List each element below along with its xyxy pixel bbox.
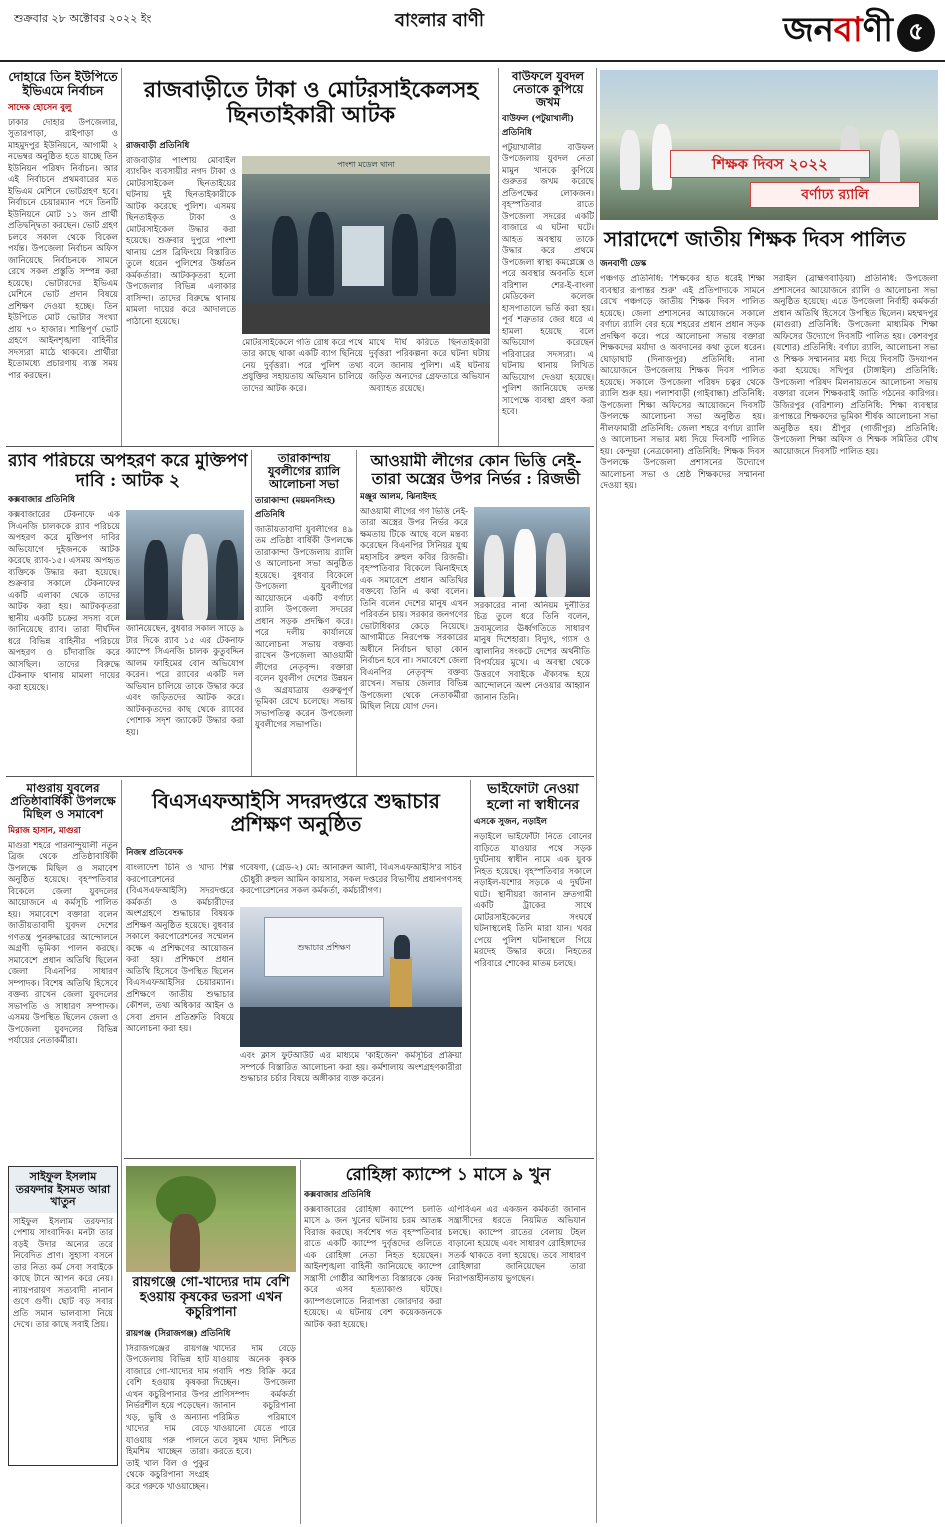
column-rule — [498, 68, 499, 446]
page-header — [0, 0, 945, 62]
article-body: কক্সবাজারের রোহিঙ্গা ক্যাম্পে চলতি মাসে ৯ জন খুনের ঘটনায় চরম আতঙ্ক বিরাজ করছে। সর্বশেষ গত বৃহস্পতিবার রাতে একটি ক্যাম্পে দুর্বৃত্তদের গুলিতে এক রোহিঙ্গা নেতা নিহত হয়েছেন। আইনশৃঙ্খলা বাহিনী জানিয়েছে ক্যাম্পে সন্ত্রাসী গোষ্ঠীর আধিপত্য বিস্তারকে কেন্দ্র করে এসব হত্যাকাণ্ড ঘটছে। ক্যাম্পগুলোতে নিরাপত্তা জোরদার করা হয়েছে। এ ঘটনায় বেশ কয়েকজনকে আটক করা হয়েছে। — [304, 1204, 442, 1330]
article-dohar — [8, 70, 118, 442]
column-rule — [356, 450, 357, 776]
column-rule — [121, 68, 122, 446]
article-body: গবেষণা, (গ্রেড-২) মো: আনারুল আলী, বিএসএফআইসি'র সচিব চৌধুরী রুহুল আমিন কায়সার, সকল দপ্তরের বিভাগীয় প্রধানগণসহ করপোরেশনের সকল কর্মকর্তা, কর্মচারীগণ। — [240, 863, 462, 896]
logo-right: াণী — [862, 10, 893, 50]
paper-name: বাংলার বাণী — [395, 10, 485, 31]
article-byline: বাউফল (পটুয়াখালী) প্রতিনিধি — [502, 113, 575, 138]
article-rohingya — [304, 1162, 592, 1522]
article-byline: নিজস্ব প্রতিবেদক — [126, 848, 183, 858]
article-bsfic — [126, 782, 466, 1154]
article-byline: সাদেক হোসেন বুলু — [8, 102, 72, 113]
logo-left: জন — [783, 10, 834, 50]
article-body: বাংলাদেশ চিনি ও খাদ্য শিল্প করপোরেশনের (বিএসএফআইসি) সদরদপ্তরে কর্মকর্তা ও কর্মচারীদের অংশগ্রহণে শুদ্ধাচার বিষয়ক প্রশিক্ষণ অনুষ্ঠিত হয়েছে। বুধবার সকালে করপোরেশনের সম্মেলন কক্ষে এ প্রশিক্ষণের আয়োজন করা হয়। প্রশিক্ষণে প্রধান অতিথি হিসেবে উপস্থিত ছিলেন বিএসএফআইসির চেয়ারম্যান। প্রশিক্ষণে জাতীয় শুদ্ধাচার কৌশল, তথ্য অধিকার আইন ও সেবা প্রদান প্রতিশ্রুতি বিষয়ে আলোচনা করা হয়। — [126, 863, 234, 1034]
article-bhaifonta — [474, 782, 592, 1154]
rally-speech-photo — [474, 507, 590, 597]
article-body: এপিবিএন এর একজন কর্মকর্তা জানান সন্ত্রাসীদের ধরতে নিয়মিত অভিযান চলছে। ক্যাম্পে রাতের বেলায় টহল বাড়ানো হয়েছে এবং সাধারণ রোহিঙ্গাদের সতর্ক থাকতে বলা হয়েছে। তবে সাধারণ রোহিঙ্গারা জানিয়েছেন তারা নিরাপত্তাহীনতায় ভুগছেন। — [448, 1204, 586, 1284]
article-byline: কক্সবাজার প্রতিনিধি — [8, 495, 75, 506]
article-title: তারাকান্দায় যুবলীগের র‍্যালি আলোচনা সভা — [267, 452, 341, 492]
article-title: বাউফলে যুবদল নেতাকে কুপিয়ে জখম — [512, 70, 584, 110]
photo-sign: পাংশা মডেল থানা — [242, 156, 490, 174]
column-rule — [596, 68, 597, 1523]
article-title: রায়গঞ্জে গো-খাদ্যের দাম বেশি হওয়ায় কৃষকের ভরসা এখন কচুরিপানা — [132, 1275, 290, 1320]
tribute-title: সাইফুল ইসলাম তরফদার ইসমত আরা খাতুন — [9, 1167, 117, 1213]
article-body: আওয়ামী লীগের গণ ভিত্তি নেই-তারা অস্ত্রের উপর নির্ভর করে ক্ষমতায় টিকে আছে বলে মন্তব্য করেছেন বিএনপির সিনিয়র যুগ্ম মহাসচিব রুহুল কবির রিজভী। বৃহস্পতিবার বিকেলে ঝিনাইদহে এক সমাবেশে প্রধান অতিথির বক্তব্যে তিনি এ কথা বলেন। তিনি বলেন দেশের মানুষ এখন পরিবর্তন চায়। সরকার জনগণের ভোটাধিকার কেড়ে নিয়েছে। আগামীতে নিরপেক্ষ সরকারের অধীনে নির্বাচন ছাড়া কোন নির্বাচন হবে না। সমাবেশে জেলা বিএনপির নেতৃবৃন্দ বক্তব্য রাখেন। সভায় জেলার বিভিন্ন উপজেলা থেকে নেতাকর্মীরা মিছিল নিয়ে যোগ দেন। — [360, 506, 468, 713]
page-number: ৫ — [897, 14, 935, 52]
article-body: সিরাজগঞ্জের রায়গঞ্জ উপজেলায় বিভিন্ন হাট বাজারে গো-খাদ্যের দাম বেশি হওয়ায় কৃষকরা এখন কচুরিপানার উপর নির্ভরশীল হয়ে পড়েছেন। খড়, ভুষি ও অন্যান্য খাদ্যের দাম বেড়ে যাওয়ায় গরু পালনে হিমশিম খাচ্ছেন তারা। তাই খাল বিল ও পুকুর থেকে কচুরিপানা সংগ্রহ করে গরুকে খাওয়াচ্ছেন। — [126, 1343, 209, 1492]
article-body: কক্সবাজারের টেকনাফে এক সিএনজি চালককে র‍্যাব পরিচয়ে অপহরণ করে মুক্তিপণ দাবির অভিযোগে দুইজনকে আটক করেছে র‍্যাব-১৫। এসময় অপহৃত ব্যক্তিকে উদ্ধার করা হয়েছে। শুক্রবার সকালে টেকনাফের একটি এলাকা থেকে তাদের আটক করা হয়। আটককৃতরা স্থানীয় একটি চক্রের সদস্য বলে জানিয়েছে র‍্যাব। তারা দীর্ঘদিন ধরে বিভিন্ন বাহিনীর পরিচয়ে অপহরণ ও চাঁদাবাজি করে আসছিল। তাদের বিরুদ্ধে টেকনাফ থানায় মামলা দায়ের করা হয়েছে। — [8, 510, 120, 693]
article-body: পঞ্চগড় প্রতিনিধি: 'শিক্ষকের হাত ধরেই শিক্ষা ব্যবস্থার রূপান্তর শুরু' এই প্রতিপাদ্যকে সামনে রেখে পঞ্চগড়ে জাতীয় শিক্ষক দিবস পালিত হয়েছে। জেলা প্রশাসনের আয়োজনে সকালে বর্ণাঢ্য র‍্যালি বের হয়ে শহরের প্রধান প্রধান সড়ক প্রদক্ষিণ করে। পরে আলোচনা সভায় বক্তারা শিক্ষকদের মর্যাদা ও অবদানের কথা তুলে ধরেন। ঘোড়াঘাট (দিনাজপুর) প্রতিনিধি: নানা আয়োজনে উপজেলায় শিক্ষক দিবস পালিত হয়েছে। সকালে উপজেলা পরিষদ চত্বর থেকে র‍্যালি শুরু হয়। পলাশবাড়ী (গাইবান্ধা) প্রতিনিধি: উপজেলা শিক্ষা অফিসের আয়োজনে দিবসটি উপলক্ষে আলোচনা সভা অনুষ্ঠিত হয়। নীলফামারী প্রতিনিধি: জেলা শহরে বর্ণাঢ্য র‍্যালি ও আলোচনা সভার মধ্য দিয়ে দিবসটি পালিত হয়। কেন্দুয়া (নেত্রকোনা) প্রতিনিধি: শিক্ষক দিবস উপলক্ষে উপজেলা প্রশাসনের উদ্যোগে আলোচনা সভা ও শ্রেষ্ঠ শিক্ষকদের সম্মাননা দেওয়া হয়। — [600, 274, 765, 491]
article-title: রোহিঙ্গা ক্যাম্পে ১ মাসে ৯ খুন — [345, 1165, 551, 1185]
rally-photo — [600, 70, 938, 220]
article-rab — [8, 452, 248, 772]
masthead-logo — [783, 4, 935, 61]
article-body: জাতীয়তাবাদী যুবলীগের ৪৯ তম প্রতিষ্ঠা বার্ষিকী উপলক্ষে তারাকান্দা উপজেলায় র‍্যালি ও আলোচনা সভা অনুষ্ঠিত হয়েছে। বুধবার বিকেলে উপজেলা যুবলীগের আয়োজনে একটি বর্ণাঢ্য র‍্যালি উপজেলা সদরের প্রধান সড়ক প্রদক্ষিণ করে। পরে দলীয় কার্যালয়ে আলোচনা সভায় বক্তব্য রাখেন উপজেলা আওয়ামী লীগের নেতৃবৃন্দ। বক্তারা বলেন যুবলীগ দেশের উন্নয়ন ও অগ্রযাত্রায় গুরুত্বপূর্ণ ভূমিকা রেখে চলেছে। সভায় সভাপতিত্ব করেন উপজেলা যুবলীগের সভাপতি। — [255, 524, 353, 731]
section-rule — [124, 1158, 594, 1159]
article-byline: তারাকান্দা (ময়মনসিংহ) প্রতিনিধি — [255, 495, 336, 520]
arrest-photo — [126, 510, 244, 620]
tribute-box — [8, 1166, 118, 1466]
article-body: এবং ক্লাস ফুটআউট এর মাধ্যমে 'কাইজেন' কর্মসূচির প্রক্রিয়া সম্পর্কে বিস্তারিত আলোচনা করা হয়। কর্মশালায় অংশগ্রহণকারীরা শুদ্ধাচার চর্চার বিষয়ে অঙ্গীকার ব্যক্ত করেন। — [240, 1051, 462, 1084]
article-title: সারাদেশে জাতীয় শিক্ষক দিবস পালিত — [604, 227, 906, 251]
article-body: নড়াইলে ভাইফোঁটা নিতে বোনের বাড়িতে যাওয়ার পথে সড়ক দুর্ঘটনায় স্বাধীন নামে এক যুবক নিহত হয়েছে। বৃহস্পতিবার সকালে নড়াইল-যশোর সড়কে এ দুর্ঘটনা ঘটে। স্থানীয়রা জানান দ্রুতগামী একটি ট্রাকের সাথে মোটরসাইকেলের সংঘর্ষে ঘটনাস্থলেই তিনি মারা যান। খবর পেয়ে পুলিশ ঘটনাস্থলে গিয়ে মরদেহ উদ্ধার করে। নিহতের পরিবারে শোকের মাতম চলছে। — [474, 832, 592, 969]
article-title: র‍্যাব পরিচয়ে অপহরণ করে মুক্তিপণ দাবি : আটক ২ — [8, 452, 248, 491]
article-byline: রায়গঞ্জ (সিরাজগঞ্জ) প্রতিনিধি — [126, 1328, 231, 1339]
article-title: আওয়ামী লীগের কোন ভিত্তি নেই- তারা অস্ত্রের উপর নির্ভর : রিজভী — [370, 452, 582, 488]
article-rajbari — [126, 70, 496, 442]
article-body: খাদ্যের দাম বেড়ে যাওয়ায় অনেক কৃষক গবাদি পশু বিক্রি করে দিচ্ছেন। উপজেলা প্রাণিসম্পদ কর্মকর্তা জানান কচুরিপানা পরিমিত পরিমাণে খাওয়ানো যেতে পারে তবে সুষম খাদ্য নিশ্চিত করতে হবে। — [213, 1343, 296, 1458]
article-body: সরকারের নানা অনিয়ম দুর্নীতির চিত্র তুলে ধরে তিনি বলেন, দ্রব্যমূল্যের ঊর্ধ্বগতিতে সাধারণ মানুষ দিশেহারা। বিদ্যুৎ, গ্যাস ও জ্বালানির সংকটে দেশের অর্থনীতি বিপর্যয়ের মুখে। এ অবস্থা থেকে উত্তরণে সবাইকে ঐক্যবদ্ধ হয়ে আন্দোলনে অংশ নেওয়ার আহ্বান জানান তিনি। — [474, 600, 590, 703]
section-rule — [6, 776, 594, 777]
article-teachers-day — [600, 70, 938, 1522]
section-rule — [6, 446, 594, 447]
article-body: জানিয়েছেন, বুধবার সকাল সাড়ে ৯ টার দিকে র‍্যাব ১৫ এর টেকনাফ ক্যাম্পে সিএনজি চালক কুতুবদ্দিন আলম ফাহিমের বোন অভিযোগ করেন। পরে র‍্যাবের একটি দল অভিযান চালিয়ে তাকে উদ্ধার করে এবং জড়িতদের আটক করে। আটককৃতদের কাছ থেকে র‍্যাবের পোশাক সদৃশ জ্যাকেট উদ্ধার করা হয়। — [126, 624, 244, 738]
article-tarakanda — [255, 452, 353, 772]
article-byline: মঞ্জুর আলম, ঝিনাইদহ — [360, 491, 437, 502]
tribute-body: সাইফুল ইসলাম তরফদার পেশায় সাংবাদিক। মনটা তার বড়ই উদার অন্যের তরে নিবেদিত প্রাণ। সুহাসা বসনে তার নিত্য কর্ম সেবা সবাইকে কাছে টানে আপন করে নেয়। ন্যায়পরায়ণ সত্যবাদী নানান গুণে গুণী। ছোট বড় সবার প্রতি সমান ভালবাসা নিয়ে দেখে। তার কাছে সবাই প্রিয়। — [13, 1216, 113, 1331]
article-byline: মিরাজ হাসান, মাগুরা — [8, 825, 81, 836]
article-byline: এসকে সুজন, নড়াইল — [474, 817, 547, 828]
article-byline: জনবাণী ডেস্ক — [600, 259, 647, 269]
article-byline: কক্সবাজার প্রতিনিধি — [304, 1189, 371, 1200]
article-title: মাগুরায় যুবলের প্রতিষ্ঠাবার্ষিকী উপলক্ষে মিছিল ও সমাবেশ — [10, 782, 116, 822]
column-rule — [300, 1160, 301, 1524]
article-magura — [8, 782, 118, 1160]
issue-date: শুক্রবার ২৮ অক্টোবর ২০২২ ইং — [14, 12, 152, 25]
article-raiganj — [126, 1166, 296, 1522]
article-bauphal — [502, 70, 594, 442]
article-title: রাজবাড়ীতে টাকা ও মোটরসাইকেলসহ ছিনতাইকারী আটক — [143, 77, 479, 129]
rally-banner: শিক্ষক দিবস ২০২২ — [670, 150, 870, 178]
article-body: মাথে দীর্ঘ করিতে ছিনতাইকারী দুর্বৃত্তরা পরিকল্পনা করে ঘটনা ঘটায় বলে জানায় পুলিশ। এই ঘটনায় জড়িত অন্যদের গ্রেফতারে অভিযান অব্যাহত রয়েছে। — [369, 337, 490, 394]
article-title: বিএসএফআইসি সদরদপ্তরে শুদ্ধাচার প্রশিক্ষণ অনুষ্ঠিত — [152, 789, 440, 836]
police-photo — [242, 156, 490, 334]
seminar-photo — [240, 907, 462, 1047]
column-rule — [121, 780, 122, 1524]
projector-screen: শুদ্ধাচার প্রশিক্ষণ — [264, 917, 384, 977]
article-body: ঢাকার দোহার উপজেলার, সুতারপাড়া, রাইপাড়া ও মাহমুদপুর ইউনিয়নে, আগামী ২ নভেম্বর অনুষ্ঠিত হতে যাচ্ছে তিন ইউনিয়ন পরিষদ নির্বাচন। আর এই নির্বাচনে প্রথমবারের মত ইভিএম মেশিনে ভোটগ্রহণ হবে। নির্বাচনে চেয়ারম্যান পদে তিনটি ইউনিয়নে মোট ১১ জন প্রার্থী প্রতিদ্বন্দ্বিতা করছেন। ভোট গ্রহণ চলবে সকাল থেকে বিকেল পর্যন্ত। উপজেলা নির্বাচন অফিস জানিয়েছে নির্বাচনকে সামনে রেখে সকল প্রস্তুতি সম্পন্ন করা হয়েছে। ভোটারদের ইভিএম মেশিনে ভোট প্রদান বিষয়ে প্রশিক্ষণ দেওয়া হচ্ছে। তিন ইউপিতে মোট ভোটার সংখ্যা প্রায় ৭০ হাজার। শান্তিপূর্ণ ভোট গ্রহণে আইনশৃঙ্খলা বাহিনীর সদস্যরা মাঠে থাকবে। প্রার্থীরা ইতোমধ্যে প্রচারণায় ব্যস্ত সময় পার করছেন। — [8, 117, 118, 381]
logo-mid: ব — [833, 10, 863, 50]
article-title: দোহারে তিন ইউপিতে ইভিএমে নির্বাচন — [8, 70, 118, 99]
column-rule — [251, 450, 252, 776]
article-title: ভাইফোটা নেওয়া হলো না স্বাধীনের — [486, 782, 580, 813]
article-body: সরাইল (ব্রাহ্মণবাড়িয়া) প্রতিনিধি: উপজেলা প্রশাসনের আয়োজনে র‍্যালি ও আলোচনা সভা অনুষ্ঠিত হয়েছে। এতে উপজেলা নির্বাহী কর্মকর্তা প্রধান অতিথি হিসেবে উপস্থিত ছিলেন। মহম্মদপুর (মাগুরা) প্রতিনিধি: উপজেলা মাধ্যমিক শিক্ষা অফিসের উদ্যোগে দিবসটি পালিত হয়। কেশবপুর (যশোর) প্রতিনিধি: বর্ণাঢ্য র‍্যালি, আলোচনা সভা ও শিক্ষক সম্মাননার মধ্য দিয়ে দিবসটি উদযাপন করা হয়েছে। সখিপুর (টাঙ্গাইল) প্রতিনিধি: উপজেলা পরিষদ মিলনায়তনে আলোচনা সভায় বক্তারা বলেন শিক্ষকরাই জাতি গঠনের কারিগর। উজিরপুর (বরিশাল) প্রতিনিধি: শিক্ষা ব্যবস্থার রূপান্তরে শিক্ষকদের ভূমিকা শীর্ষক আলোচনা সভা অনুষ্ঠিত হয়। শ্রীপুর (গাজীপুর) প্রতিনিধি: উপজেলা শিক্ষা অফিস ও শিক্ষক সমিতির যৌথ আয়োজনে দিবসটি পালিত হয়। — [773, 274, 938, 457]
article-body: মোটরসাইকেলে গতি রোধ করে পথে তার কাছে থাকা একটি ব্যাগ ছিনিয়ে নেয় দুর্বৃত্তরা। পরে পুলিশ তথ্য প্রযুক্তির সহায়তায় অভিযান চালিয়ে তাদের আটক করে। — [242, 337, 363, 394]
rally-banner-sub: বর্ণাঢ্য র‍্যালি — [750, 182, 920, 208]
article-byline: রাজবাড়ী প্রতিনিধি — [126, 140, 190, 151]
fodder-photo — [126, 1166, 296, 1272]
article-rizvi — [360, 452, 592, 772]
column-rule — [470, 780, 471, 1156]
article-body: পটুয়াখালীর বাউফল উপজেলায় যুবদল নেতা মামুন খানকে কুপিয়ে গুরুতর জখম করেছে প্রতিপক্ষের লোকজন। বৃহস্পতিবার রাতে উপজেলা সদরের একটি বাজারে এ ঘটনা ঘটে। আহত অবস্থায় তাকে উদ্ধার করে প্রথমে উপজেলা স্বাস্থ্য কমপ্লেক্সে ও পরে অবস্থার অবনতি হলে বরিশাল শের-ই-বাংলা মেডিকেল কলেজ হাসপাতালে ভর্তি করা হয়। পূর্ব শত্রুতার জের ধরে এ হামলা হয়েছে বলে অভিযোগ করেছেন পরিবারের সদস্যরা। এ ঘটনায় থানায় লিখিত অভিযোগ দেওয়া হয়েছে। পুলিশ জানিয়েছে তদন্ত সাপেক্ষে ব্যবস্থা গ্রহণ করা হবে। — [502, 142, 594, 418]
article-body: রাজবাড়ীর পাংশায় মোবাইল ব্যাংকিং ব্যবসায়ীর নগদ টাকা ও মোটরসাইকেল ছিনতাইয়ের ঘটনায় দুই ছিনতাইকারীকে আটক করেছে পুলিশ। এসময় ছিনতাইকৃত টাকা ও মোটরসাইকেল উদ্ধার করা হয়েছে। শুক্রবার দুপুরে পাংশা থানায় প্রেস ব্রিফিংয়ে বিস্তারিত তুলে ধরেন পুলিশের উর্ধ্বতন কর্মকর্তারা। আটককৃতরা হলো উপজেলার বিভিন্ন এলাকার বাসিন্দা। তাদের বিরুদ্ধে থানায় মামলা দায়ের করে আদালতে পাঠানো হয়েছে। — [126, 155, 236, 327]
article-body: মাগুরা শহরে পারনান্দুয়ালী নতুন ব্রিজ থেকে প্রতিষ্ঠাবার্ষিকী উপলক্ষে মিছিল ও সমাবেশ অনুষ্ঠিত হয়েছে। বৃহস্পতিবার বিকেলে জেলা যুবদলের আয়োজনে এ কর্মসূচি পালিত হয়। সমাবেশে বক্তারা বলেন জাতীয়তাবাদী যুবদল দেশের গণতন্ত্র পুনরুদ্ধারের আন্দোলনে অগ্রণী ভূমিকা পালন করছে। সমাবেশে প্রধান অতিথি ছিলেন জেলা বিএনপির সাধারণ সম্পাদক। বিশেষ অতিথি হিসেবে বক্তব্য রাখেন জেলা যুবদলের সভাপতি ও সাধারণ সম্পাদক। এসময় উপস্থিত ছিলেন জেলা ও উপজেলা যুবদলের বিভিন্ন পর্যায়ের নেতাকর্মীরা। — [8, 840, 118, 1047]
